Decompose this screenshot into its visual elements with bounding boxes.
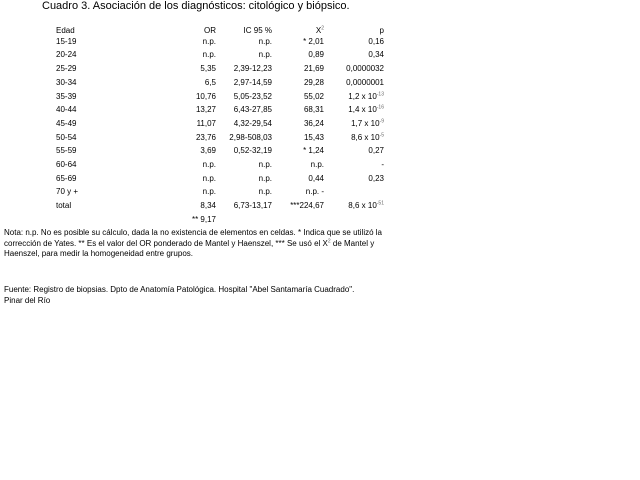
cell-p-value: 1,7 x 10 — [351, 118, 380, 128]
cell-p — [324, 184, 384, 198]
cell-p-exponent: -5 — [379, 131, 384, 138]
cell-p-exponent: -16 — [376, 104, 384, 111]
cell-p-exponent: -51 — [376, 200, 384, 207]
cell-chi: * 2,01 — [303, 36, 324, 46]
cell-or: ** 9,17 — [191, 214, 216, 224]
cell-edad: 35-39 — [56, 91, 77, 101]
cell-ic: 2,39-12,23 — [233, 64, 272, 74]
cell-edad — [56, 212, 120, 226]
cell-p — [324, 198, 384, 212]
cell-chi: ***224,67 — [290, 201, 324, 211]
cell-edad: 65-69 — [56, 173, 77, 183]
cell-or: 8,34 — [200, 201, 216, 211]
cell-chi: 36,24 — [303, 118, 324, 128]
cell-or: n.p. — [202, 36, 216, 46]
cell-ic: n.p. — [258, 187, 272, 197]
table-header-row — [56, 26, 384, 37]
table-row — [56, 157, 384, 171]
note-chi-sup: 2 — [327, 237, 331, 244]
cell-p-value: 8,6 x 10 — [351, 132, 380, 142]
header-or: OR — [204, 26, 216, 35]
cell-or: 23,76 — [195, 132, 216, 142]
table-row — [56, 102, 384, 116]
cell-p — [324, 130, 384, 144]
cell-edad: 45-49 — [56, 118, 77, 128]
cell-edad: 40-44 — [56, 105, 77, 115]
note-text-1: Nota: n.p. No es posible su cálculo, dada la no existencia de elementos en celdas. * Indica que se utilizó la corrección de Yates. ** Es el valor del OR ponderado de Mantel y Haenszel, *** Se usó el X — [4, 228, 383, 248]
cell-p-value: - — [381, 160, 384, 170]
cell-p-exponent: -13 — [376, 90, 384, 97]
cell-edad: 15-19 — [56, 36, 77, 46]
cell-chi: 0,89 — [308, 50, 324, 60]
cell-p — [324, 89, 384, 103]
header-ic: IC 95 % — [243, 26, 272, 35]
cell-chi: n.p. — [310, 160, 324, 170]
cell-ic — [216, 212, 272, 226]
cell-ic: 2,98-508,03 — [229, 132, 272, 142]
header-chi-sup: 2 — [321, 25, 324, 32]
table-row — [56, 89, 384, 103]
header-p: p — [379, 26, 384, 35]
cell-edad: total — [56, 201, 72, 211]
cell-chi: n.p. - — [305, 187, 324, 197]
cell-p-value: 0,23 — [368, 173, 384, 183]
cell-p — [324, 116, 384, 130]
cell-or: n.p. — [202, 173, 216, 183]
cell-ic: n.p. — [258, 173, 272, 183]
cell-chi: 29,28 — [303, 77, 324, 87]
cell-chi: 21,69 — [303, 64, 324, 74]
table-source: Fuente: Registro de biopsias. Dpto de Anatomía Patológica. Hospital "Abel Santamaría Cuadrado". Pinar del Río — [4, 285, 355, 305]
note-text-2: de Mantel y Haenszel, para medir la homogeneidad entre grupos. — [4, 238, 375, 258]
cell-or: 11,07 — [196, 118, 216, 128]
cell-chi: 15,43 — [303, 132, 324, 142]
cell-or: 3,69 — [200, 146, 216, 156]
cell-chi — [272, 212, 324, 226]
cell-p-value: 1,2 x 10 — [348, 91, 377, 101]
table-row — [56, 116, 384, 130]
header-chi — [272, 26, 324, 37]
cell-edad: 25-29 — [56, 64, 77, 74]
cell-p — [324, 75, 384, 89]
cell-p — [324, 47, 384, 61]
cell-or: 6,5 — [204, 77, 216, 87]
table-title: Cuadro 3. Asociación de los diagnósticos: citológico y biópsico. — [42, 0, 350, 12]
cell-or: 10,76 — [195, 91, 216, 101]
cell-or: n.p. — [202, 50, 216, 60]
cell-ic: n.p. — [258, 36, 272, 46]
cell-p-value: 0,27 — [368, 146, 384, 156]
cell-chi: 55,02 — [303, 91, 324, 101]
cell-ic: 5,05-23,52 — [233, 91, 272, 101]
cell-ic: n.p. — [258, 160, 272, 170]
cell-ic: 6,43-27,85 — [233, 105, 272, 115]
cell-p — [324, 212, 384, 226]
cell-p — [324, 61, 384, 75]
cell-or: 13,27 — [195, 105, 216, 115]
table-row — [56, 130, 384, 144]
cell-edad: 50-54 — [56, 132, 77, 142]
cell-chi: 68,31 — [303, 105, 324, 115]
cell-edad: 30-34 — [56, 77, 77, 87]
cell-p — [324, 171, 384, 185]
cell-ic: n.p. — [258, 50, 272, 60]
cell-p — [324, 157, 384, 171]
cell-p — [324, 143, 384, 157]
cell-ic: 6,73-13,17 — [233, 201, 272, 211]
data-table — [56, 26, 384, 226]
table-row — [56, 171, 384, 185]
table-row — [56, 37, 384, 48]
table-row — [56, 198, 384, 212]
cell-chi: 0,44 — [308, 173, 324, 183]
table-row — [56, 212, 384, 226]
table-row — [56, 184, 384, 198]
cell-edad: 70 y + — [56, 187, 79, 197]
cell-p-value: 0,0000032 — [346, 64, 384, 74]
cell-edad: 55-59 — [56, 146, 77, 156]
cell-p-exponent: -9 — [379, 118, 384, 125]
cell-p-value: 0,34 — [368, 50, 384, 60]
cell-p-value: 0,0000001 — [346, 77, 384, 87]
table-row — [56, 75, 384, 89]
cell-edad: 60-64 — [56, 160, 77, 170]
cell-or: 5,35 — [200, 64, 216, 74]
table-row — [56, 143, 384, 157]
cell-p-value: 0,16 — [368, 36, 384, 46]
cell-ic: 0,52-32,19 — [233, 146, 272, 156]
table-row — [56, 47, 384, 61]
header-chi-label: X — [315, 26, 322, 35]
cell-p — [324, 37, 384, 48]
header-edad: Edad — [56, 26, 75, 35]
cell-p — [324, 102, 384, 116]
cell-ic: 2,97-14,59 — [233, 77, 272, 87]
cell-ic: 4,32-29,54 — [233, 118, 272, 128]
cell-or: n.p. — [202, 160, 216, 170]
cell-or: n.p. — [202, 187, 216, 197]
table-note — [4, 228, 384, 260]
cell-edad: 20-24 — [56, 50, 77, 60]
table-row — [56, 61, 384, 75]
cell-chi: * 1,24 — [303, 146, 324, 156]
cell-p-value: 1,4 x 10 — [348, 105, 377, 115]
cell-p-value: 8,6 x 10 — [348, 201, 377, 211]
